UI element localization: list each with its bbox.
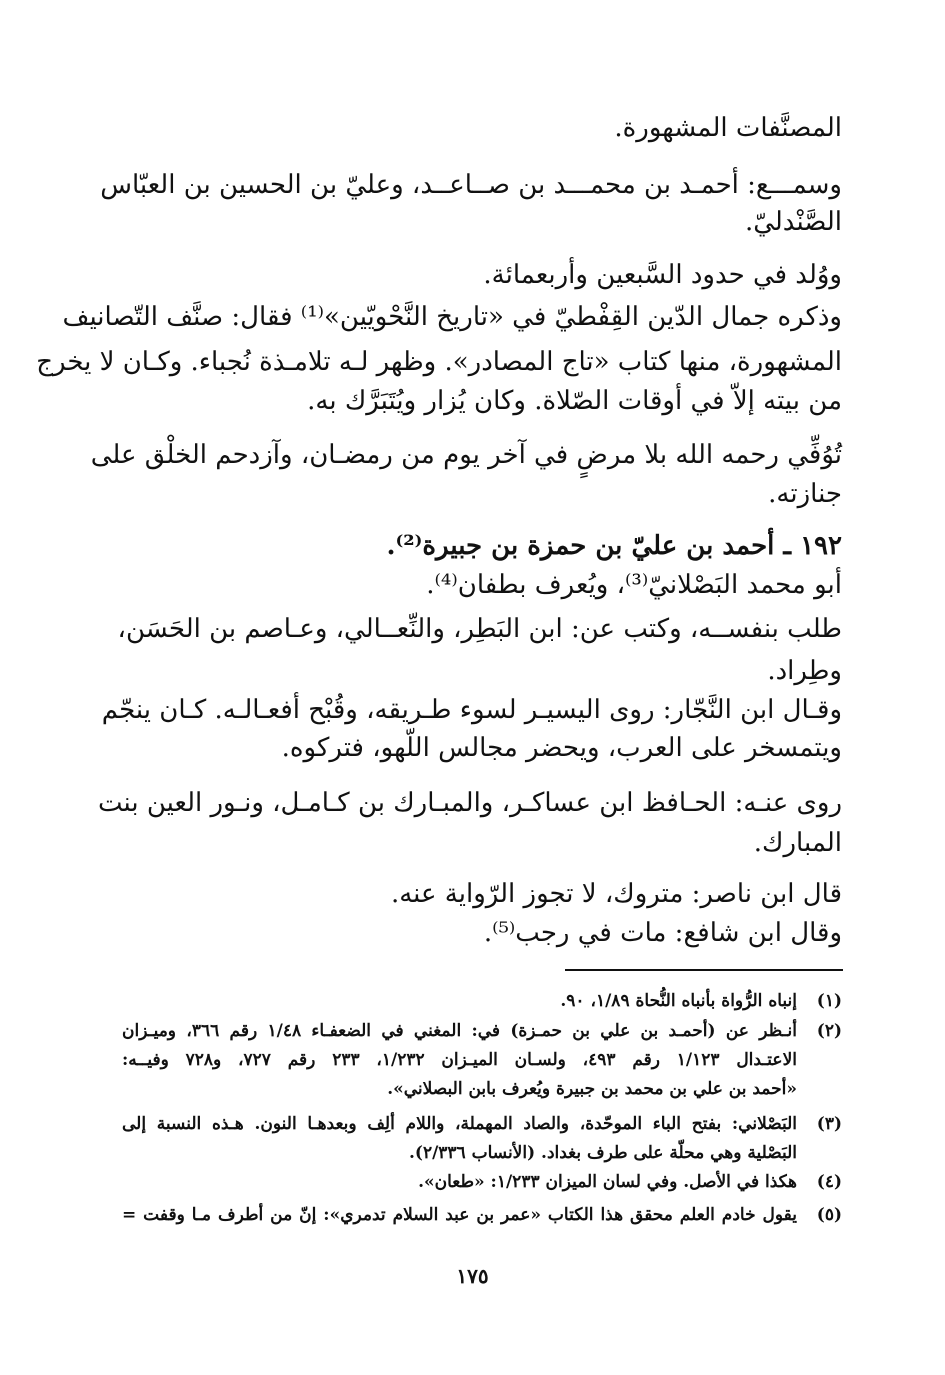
footnote-number: (٣) bbox=[816, 1114, 842, 1134]
footnote bbox=[122, 1168, 842, 1196]
body-line: وذكره جمال الدّين القِفْطيّ في «تاريخ النَّحْويّين»⁽¹⁾ فقال: صنَّف التّصانيف bbox=[62, 302, 842, 332]
body-line: المبارك. bbox=[753, 828, 842, 858]
body-line: المصنَّفات المشهورة. bbox=[614, 113, 842, 143]
body-line: جنازته. bbox=[768, 479, 842, 509]
body-line: روى عنـه: الحـافظ ابن عساكـر، والمبـارك بن كـامـل، ونـور العين بنت bbox=[98, 788, 842, 818]
body-line: وقال ابن شافع: مات في رجب⁽⁵⁾. bbox=[483, 918, 842, 948]
footnote-text: البَصْلية وهي محلّة على طرف بغداد. (الأنساب ٢/٣٣٦). bbox=[408, 1143, 797, 1163]
footnote-text: البَصْلاني: بفتح الباء الموحّدة، والصاد المهملة، واللام ألِف وبعدهـا النون. هـذه النسبة إلى bbox=[122, 1114, 797, 1134]
page-number: ١٧٥ bbox=[456, 1264, 489, 1288]
footnote bbox=[122, 1017, 842, 1045]
footnote-number: (٤) bbox=[816, 1172, 842, 1192]
body-line: الصَّنْدليّ. bbox=[744, 207, 842, 237]
body-line: وسمـــع: أحمـد بن محمـــد بن صــاعــد، وعليّ بن الحسين بن العبّاس bbox=[100, 170, 842, 200]
footnote bbox=[122, 987, 842, 1015]
footnote-number: (٢) bbox=[816, 1021, 842, 1041]
body-line: ويتمسخر على العرب، ويحضر مجالس اللّهو، فتركوه. bbox=[281, 733, 842, 763]
entry-heading: ١٩٢ ـ أحمد بن عليّ بن حمزة بن جبيرة⁽²⁾. bbox=[386, 531, 842, 561]
footnote-number: (٥) bbox=[816, 1205, 842, 1225]
footnote-text: إنباه الرُّواة بأنباه النُّحاة ١/٨٩، ٩٠. bbox=[560, 991, 797, 1011]
footnote-text: الاعتـدال ١/١٢٣ رقم ٤٩٣، ولسـان الميـزان ١/٢٣٢، ٢٣٣ رقم ٧٢٧، و٧٢٨ وفيــه: bbox=[122, 1050, 797, 1070]
footnote-text: «أحمد بن علي بن محمد بن جبيرة ويُعرف بابن البصلاني». bbox=[387, 1079, 797, 1099]
body-line: أبو محمد البَصْلانيّ⁽³⁾، ويُعرف بطفان⁽⁴⁾. bbox=[426, 570, 842, 600]
body-line: ووُلد في حدود السَّبعين وأربعمائة. bbox=[483, 260, 842, 290]
body-line: طلب بنفســه، وكتب عن: ابن البَطِر، والنِّعــالي، وعـاصم بن الحَسَن، bbox=[117, 614, 842, 644]
body-line: تُوُفِّي رحمه الله بلا مرضٍ في آخر يوم من رمضـان، وآزدحم الخلْق على bbox=[90, 440, 842, 470]
footnote bbox=[122, 1110, 842, 1138]
body-line: قال ابن ناصر: متروك، لا تجوز الرّواية عنه. bbox=[390, 879, 842, 909]
body-line: وقـال ابن النَّجّار: روى اليسيـر لسوء طـريقه، وقُبْح أفعـالـه. كـان ينجّم bbox=[101, 695, 842, 725]
body-line: وطِراد. bbox=[767, 656, 842, 686]
footnote-separator bbox=[565, 969, 843, 971]
footnote-text: يقول خادم العلم محقق هذا الكتاب «عمر بن عبد السلام تدمري»: إنّ من أطرف مـا وقفت = bbox=[122, 1205, 797, 1225]
footnote-number: (١) bbox=[816, 991, 842, 1011]
body-line: من بيته إلاّ في أوقات الصّلاة. وكان يُزار ويُتَبَرَّك به. bbox=[307, 386, 842, 416]
footnote bbox=[122, 1201, 842, 1229]
footnote-text: أنـظر عن (أحمـد بن علي بن حمـزة) في: المغني في الضعفـاء ١/٤٨ رقم ٣٦٦، وميـزان bbox=[122, 1021, 797, 1041]
body-line: المشهورة، منها كتاب «تاج المصادر». وظهر لـه تلامـذة نُجباء. وكـان لا يخرج bbox=[36, 347, 842, 377]
footnote-text: هكذا في الأصل. وفي لسان الميزان ١/٢٣٣: «طعان». bbox=[418, 1172, 797, 1192]
